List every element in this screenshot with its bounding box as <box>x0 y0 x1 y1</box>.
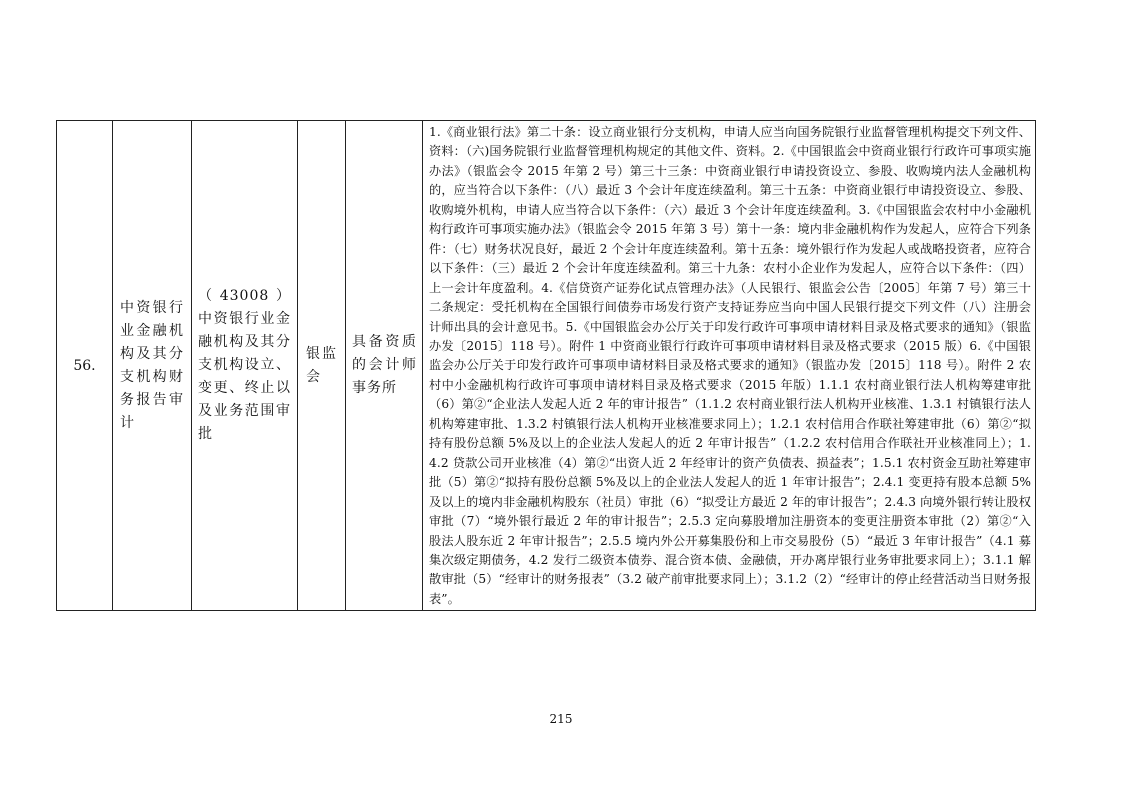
organization-cell <box>346 121 423 611</box>
regulation-table <box>56 120 1036 611</box>
department-cell <box>298 121 346 611</box>
department: 银监会 <box>306 345 337 385</box>
legal-basis-text: 1.《商业银行法》第二十条：设立商业银行分支机构，申请人应当向国务院银行业监督管理机构提交下列文件、资料：（六)国务院银行业监督管理机构规定的其他文件、资料。2.《中国银监会中资商业银行行政许可事项实施办法》（银监会令 2015 年第 2 号）第三十三条：中资商业银行申请投资设立、参股、收购境内法人金融机构的，应当符合以下条件：（八）最近 3 个会计年度连续盈利。第三十五条：中资商业银行申请投资设立、参股、收购境外机构，申请人应当符合以下条件：（六）最近 3 个会计年度连续盈利。3.《中国银监会农村中小金融机构行政许可事项实施办法》（银监会令 2015 年第 3 号）第十一条：境内非金融机构作为发起人，应符合下列条件：（七）财务状况良好，最近 2 个会计年度连续盈利。第十五条：境外银行作为发起人或战略投资者，应符合以下条件：（三）最近 2 个会计年度连续盈利。第三十九条：农村小企业作为发起人，应符合以下条件：（四）上一会计年度盈利。4.《信贷资产证券化试点管理办法》（人民银行、银监会公告〔2005〕年第 7 号）第三十二条规定：受托机构在全国银行间债券市场发行资产支持证券应当向中国人民银行提交下列文件（八）注册会计师出具的会计意见书。5.《中国银监会办公厅关于印发行政许可事项申请材料目录及格式要求的通知》（银监办发〔2015〕118 号）。附件 1 中资商业银行行政许可事项申请材料目录及格式要求（2015 版）6.《中国银监会办公厅关于印发行政许可事项申请材料目录及格式要求的通知》（银监办发〔2015〕118 号）。附件 2 农村中小金融机构行政许可事项申请材料目录及格式要求（2015 年版）1.1.1 农村商业银行法人机构筹建审批（6）第②“企业法人发起人近 2 年的审计报告”（1.1.2 农村商业银行法人机构开业核准、1.3.1 村镇银行法人机构筹建审批、1.3.2 村镇银行法人机构开业核准要求同上）；1.2.1 农村信用合作联社筹建审批（6）第②“拟持有股份总额 5%及以上的企业法人发起人的近 2 年审计报告”（1.2.2 农村信用合作联社开业核准同上）；1.4.2 贷款公司开业核准（4）第②“出资人近 2 年经审计的资产负债表、损益表”；1.5.1 农村资金互助社筹建审批（5）第②“拟持有股份总额 5%及以上的企业法人发起人的近 1 年审计报告”；2.4.1 变更持有股本总额 5%及以上的境内非金融机构股东（社员）审批（6）“拟受让方最近 2 年的审计报告”；2.4.3 向境外银行转让股权审批（7）“境外银行最近 2 年的审计报告”；2.5.3 定向募股增加注册资本的变更注册资本审批（2）第②“入股法人股东近 2 年审计报告”；2.5.5 境内外公开募集股份和上市交易股份（5）“最近 3 年审计报告”（4.1 募集次级定期债务，4.2 发行二级资本债券、混合资本债、金融债，开办离岸银行业务审批要求同上）；3.1.1 解散审批（5）“经审计的财务报表”（3.2 破产前审批要求同上）；3.1.2（2）“经审计的停止经营活动当日财务报表”。 <box>429 125 1032 606</box>
item-name: 中资银行业金融机构及其分支机构财务报告审计 <box>120 299 185 431</box>
approval-name: （43008）中资银行业金融机构及其分支机构设立、变更、终止以及业务范围审批 <box>198 288 291 443</box>
organization: 具备资质的会计师事务所 <box>352 334 417 397</box>
row-number: 56. <box>57 121 113 611</box>
page-number: 215 <box>549 712 573 726</box>
approval-name-cell <box>192 121 298 611</box>
table-row <box>57 121 1036 611</box>
legal-basis-cell <box>423 121 1036 611</box>
item-name-cell <box>113 121 192 611</box>
